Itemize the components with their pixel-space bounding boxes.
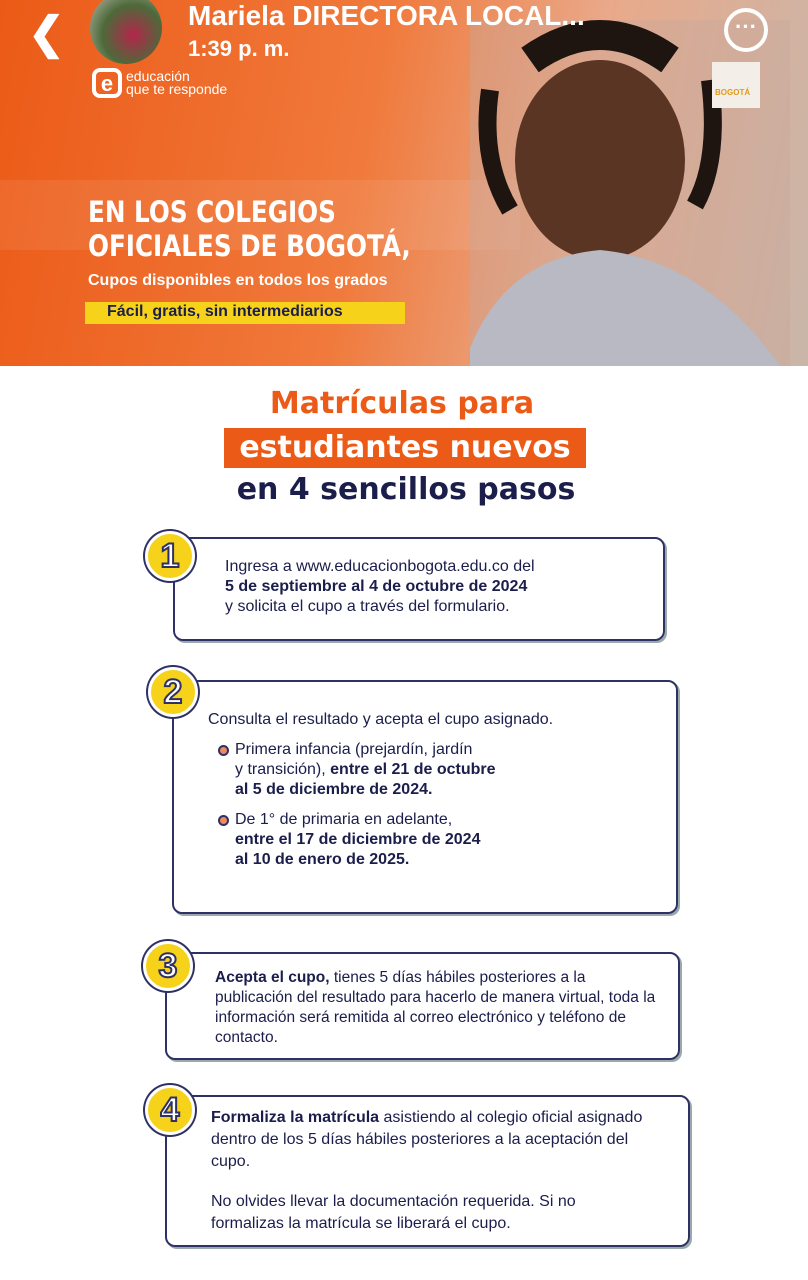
banner-subtitle: Cupos disponibles en todos los grados <box>88 272 388 289</box>
step-text: Consulta el resultado y acepta el cupo asignado. <box>208 711 554 728</box>
step-text: asistiendo al colegio oficial asignado dentro de los 5 días hábiles posteriores a la aceptación del cupo. <box>211 1109 643 1170</box>
step-text-bold: Formaliza la matrícula <box>211 1109 380 1126</box>
headline-line: OFICIALES DE BOGOTÁ, <box>88 229 411 263</box>
more-options-icon[interactable]: ··· <box>724 8 768 52</box>
step-text: Ingresa a www.educacionbogota.edu.co del <box>225 558 535 575</box>
educacion-logo: e educación que te responde <box>92 68 227 98</box>
headline-line: EN LOS COLEGIOS <box>88 195 336 229</box>
step-text-bold: 5 de septiembre al 4 de octubre de 2024 <box>225 578 528 595</box>
logo-text: educación <box>126 68 190 84</box>
title-line-2: estudiantes nuevos <box>224 428 586 468</box>
step-text-bold: Acepta el cupo, <box>215 969 330 986</box>
step-text-bold: al 10 de enero de 2025. <box>235 851 410 868</box>
bogota-logo: BOGOTÁ <box>712 62 760 108</box>
step-1-card <box>173 537 665 641</box>
bullet-item <box>218 740 676 800</box>
step-text-bold: entre el 17 de diciembre de 2024 <box>235 831 481 848</box>
step-number-badge: 3 <box>143 941 193 991</box>
step-note: No olvides llevar la documentación requerida. Si no formalizas la matrícula se liberará el cupo. <box>211 1193 576 1232</box>
back-chevron-icon[interactable]: ❮ <box>28 9 65 58</box>
step-text: tienes 5 días hábiles posteriores a la publicación del resultado para hacerlo de manera virtual, toda la información será remitida al correo electrónico y teléfono de contacto. <box>215 969 656 1046</box>
title-line-1: Matrículas para <box>269 386 535 421</box>
step-number-badge: 4 <box>145 1085 195 1135</box>
title-line-3: en 4 sencillos pasos <box>236 472 576 507</box>
step-text: Primera infancia (prejardín, jardín <box>235 741 473 758</box>
step-text: De 1° de primaria en adelante, <box>235 811 453 828</box>
contact-name[interactable]: Mariela DIRECTORA LOCAL... <box>188 0 585 31</box>
step-text: y solicita el cupo a través del formulario. <box>225 598 510 615</box>
banner-headline <box>88 195 411 263</box>
step-3-card <box>165 952 680 1060</box>
logo-text: que te responde <box>126 81 228 97</box>
step-4-card <box>165 1095 690 1247</box>
step-number-badge: 1 <box>145 531 195 581</box>
step-text-bold: al 5 de diciembre de 2024. <box>235 781 433 798</box>
step-2-card <box>172 680 678 914</box>
bullet-dot-icon <box>218 815 229 826</box>
bullet-dot-icon <box>218 745 229 756</box>
step-number-badge: 2 <box>148 667 198 717</box>
status-time: 1:39 p. m. <box>188 36 290 61</box>
step-text-bold: entre el 21 de octubre <box>330 761 496 778</box>
step-text: y transición), <box>235 761 331 778</box>
bullet-item <box>218 810 676 870</box>
banner-pill: Fácil, gratis, sin intermediarios <box>85 302 405 324</box>
